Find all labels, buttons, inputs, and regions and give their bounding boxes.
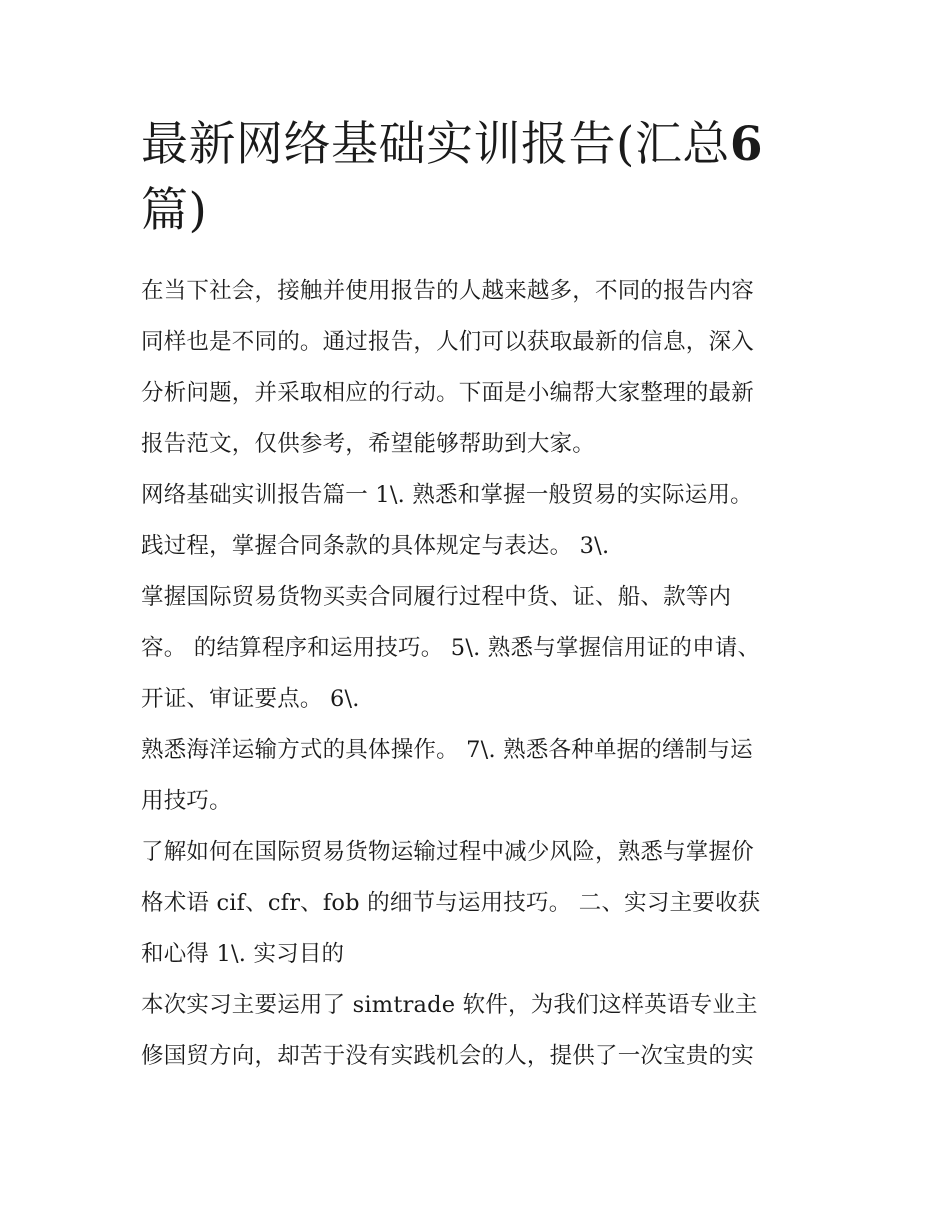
paragraph xyxy=(141,827,813,980)
document-page xyxy=(141,112,813,1082)
title-line-2: 篇) xyxy=(141,183,208,238)
text-line: 分析问题，并采取相应的行动。下面是小编帮大家整理的最新 xyxy=(141,380,754,406)
text-line: 报告范文，仅供参考，希望能够帮助到大家。 xyxy=(141,431,596,457)
paragraph xyxy=(141,266,813,470)
text-line: 容。 的结算程序和运用技巧。 5\. 熟悉与掌握信用证的申请、 xyxy=(141,635,761,661)
text-line: 熟悉海洋运输方式的具体操作。 7\. 熟悉各种单据的缮制与运 xyxy=(141,737,753,763)
text-line: 格术语 cif、cfr、fob 的细节与运用技巧。 二、实习主要收获 xyxy=(141,890,761,916)
text-line: 在当下社会，接触并使用报告的人越来越多，不同的报告内容 xyxy=(141,278,754,304)
text-line: 开证、审证要点。 6\. xyxy=(141,686,360,712)
text-line: 和心得 1\. 实习目的 xyxy=(141,941,345,967)
paragraph xyxy=(141,470,813,572)
title-number: 6 xyxy=(729,117,764,172)
paragraph xyxy=(141,572,813,725)
document-title xyxy=(141,112,813,244)
text-line: 同样也是不同的。通过报告，人们可以获取最新的信息，深入 xyxy=(141,329,754,355)
text-line: 用技巧。 xyxy=(141,788,232,814)
text-line: 了解如何在国际贸易货物运输过程中减少风险，熟悉与掌握价 xyxy=(141,839,754,865)
text-line: 践过程，掌握合同条款的具体规定与表达。 3\. xyxy=(141,533,610,559)
paragraph xyxy=(141,980,813,1082)
text-line: 掌握国际贸易货物买卖合同履行过程中货、证、船、款等内 xyxy=(141,584,732,610)
text-line: 修国贸方向，却苦于没有实践机会的人，提供了一次宝贵的实 xyxy=(141,1043,754,1069)
paragraph xyxy=(141,725,813,827)
text-line: 本次实习主要运用了 simtrade 软件，为我们这样英语专业主 xyxy=(141,992,758,1018)
title-line-1: 最新网络基础实训报告(汇总6 xyxy=(141,117,764,172)
text-line: 网络基础实训报告篇一 1\. 熟悉和掌握一般贸易的实际运用。 xyxy=(141,482,753,508)
document-body xyxy=(141,266,813,1082)
